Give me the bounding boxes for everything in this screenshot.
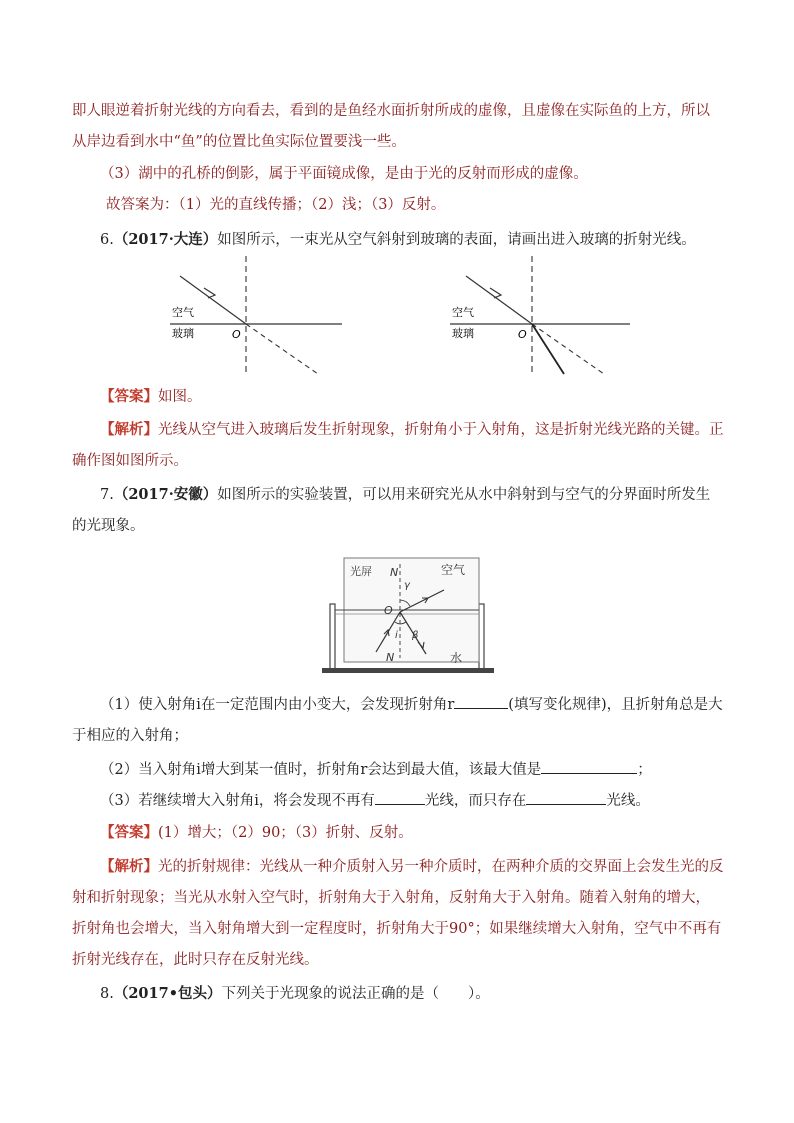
question-6-analysis-text: 光线从空气进入玻璃后发生折射现象，折射角小于入射角，这是折射光线光路的关键。正确作图如图所示。 (72, 422, 724, 469)
question-8-number: 8. (100, 986, 114, 1002)
question-7-analysis (72, 851, 724, 976)
question-8-stem (72, 978, 724, 1010)
question-7-blank-4[interactable] (526, 790, 606, 805)
question-6-answer (72, 381, 724, 413)
fig7-n-top-label: N (390, 566, 399, 579)
fig6-left-o-label: O (232, 328, 241, 341)
fig7-gamma-label: γ (404, 580, 410, 591)
question-7-stem (72, 479, 724, 542)
fig7-i-label: i (395, 630, 398, 641)
question-6-answer-text: 如图。 (158, 389, 202, 405)
fig6-left-glass-label: 玻璃 (172, 327, 194, 340)
question-7-answer (72, 817, 724, 849)
question-6-figure-right (450, 256, 630, 374)
question-7-blank-1[interactable] (454, 694, 508, 709)
question-7-text: 如图所示的实验装置，可以用来研究光从水中斜射到与空气的分界面时所发生的光现象。 (72, 487, 711, 534)
question-6-figures (160, 250, 640, 380)
question-6-figure-left (170, 256, 342, 374)
fig7-air-label: 空气 (441, 563, 466, 577)
fig7-o-label: O (384, 604, 393, 617)
paragraph-2: （3）湖中的孔桥的倒影，属于平面镜成像，是由于光的反射而形成的虚像。 (100, 166, 588, 182)
question-7-sub-2-text-b: ； (637, 762, 652, 778)
fig6-left-air-label: 空气 (172, 306, 194, 319)
question-7-sub-3-text-c: 光线。 (606, 793, 650, 809)
fig7-water-label: 水 (450, 651, 463, 665)
question-7-sub-3-text-b: 光线，而只存在 (424, 793, 527, 809)
question-8-source: （2017•包头） (113, 985, 222, 1002)
question-7-blank-3[interactable] (375, 790, 425, 805)
question-7-sub-2-text-a: （2）当入射角i增大到某一值时，折射角r会达到最大值，该最大值是 (100, 762, 542, 778)
question-7-answer-text: (1）增大；（2）90；（3）折射、反射。 (158, 825, 413, 841)
analysis-label: 【解析】 (100, 858, 158, 875)
fig6-right-o-label: O (518, 328, 527, 341)
question-7-sub-1 (72, 690, 724, 752)
question-6-text: 如图所示，一束光从空气斜射到玻璃的表面，请画出进入玻璃的折射光线。 (217, 232, 696, 248)
question-7-sub-3-text-a: （3）若继续增大入射角i，将会发现不再有 (100, 793, 375, 809)
question-7-sub-3 (72, 786, 724, 817)
question-7-source: （2017·安徽） (113, 486, 218, 503)
question-7-sub-2 (72, 755, 724, 786)
question-7-number: 7. (100, 487, 114, 503)
question-7-blank-2[interactable] (541, 759, 637, 774)
question-6-analysis (72, 414, 724, 477)
fig7-n-bottom-label: N (386, 651, 395, 664)
fig6-right-air-label: 空气 (452, 306, 474, 319)
question-7-sub-1-text-a: （1）使入射角i在一定范围内由小变大，会发现折射角r (100, 697, 455, 713)
fig7-beta-label: β (412, 630, 419, 641)
question-6-source: （2017·大连） (113, 231, 218, 248)
paragraph-3: 故答案为：（1）光的直线传播；（2）浅；（3）反射。 (106, 197, 446, 213)
question-7-sub-1-text-b: (填写变化规律)，且折射角总是大于相应的入射角； (72, 697, 723, 744)
paragraph-1: 即人眼逆着折射光线的方向看去，看到的是鱼经水面折射所成的虚像，且虚像在实际鱼的上方，所以从岸边看到水中“鱼”的位置比鱼实际位置要浅一些。 (72, 103, 710, 150)
answer-label: 【答案】 (100, 824, 158, 841)
question-7-figure (318, 550, 498, 676)
question-6-number: 6. (100, 232, 114, 248)
fig6-right-glass-label: 玻璃 (452, 327, 474, 340)
answer-label: 【答案】 (100, 388, 158, 405)
question-7-analysis-text: 光的折射规律：光线从一种介质射入另一种介质时，在两种介质的交界面上会发生光的反射和折射现象；当光从水射入空气时，折射角大于入射角，反射角大于入射角。随着入射角的增大，折射角也会增大，当入射角增大到一定程度时，折射角大于90°；如果继续增大入射角，空气中不再有折射光线存在，此时只存在反射光线。 (72, 859, 724, 968)
fig7-screen-label: 光屏 (350, 565, 372, 578)
analysis-label: 【解析】 (100, 421, 158, 438)
question-8-text: 下列关于光现象的说法正确的是（ ）。 (221, 986, 490, 1002)
